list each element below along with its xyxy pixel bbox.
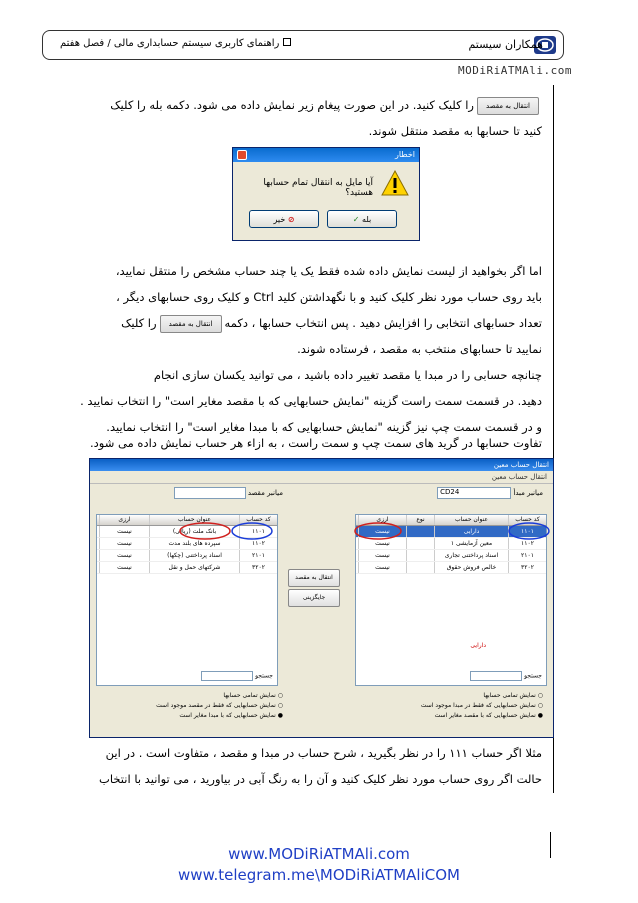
window-title: انتقال حساب معین — [90, 459, 553, 471]
para2-line4: نمایید تا حسابهای منتخب به مقصد ، فرستاده شوند. — [297, 342, 542, 356]
cell: شرکتهای حمل و نقل — [149, 562, 239, 573]
search-label: جستجو — [524, 672, 542, 680]
cell: ۳۲۰۲ — [508, 562, 546, 573]
para3-line2: حالت اگر روی حساب مورد نظر کلیک کنید و آن را به رنگ آبی در بیاورید ، می توانید با انتخاب — [99, 772, 542, 786]
footer-telegram[interactable]: www.telegram.me\MODiRiATMAliCOM — [178, 866, 460, 884]
radio-option[interactable]: ○ نمایش تمامی حسابها — [223, 692, 283, 699]
company-name: همکاران سیستم — [468, 38, 543, 51]
cell: معین آزمایشی ۱ — [434, 538, 508, 549]
table-row[interactable] — [356, 550, 546, 562]
cell: نیست — [99, 526, 149, 537]
no-label: خیر — [273, 215, 286, 224]
col-currency: ارزی — [358, 515, 406, 525]
warning-dialog — [232, 147, 420, 241]
highlight-ellipse — [178, 521, 232, 541]
cell: نیست — [358, 526, 406, 537]
target-search — [201, 671, 273, 681]
cell: بانک ملت (ریالی) — [149, 526, 239, 537]
col-type: نوع — [406, 515, 434, 525]
search-label: جستجو — [255, 672, 273, 680]
radio-option[interactable]: ● نمایش حسابهایی که با مقصد مغایر است — [434, 712, 543, 719]
cell: ۲۱۰۱ — [508, 550, 546, 561]
cell: نیست — [99, 550, 149, 561]
radio-label: نمایش حسابهایی که فقط در مبدا موجود است — [420, 702, 536, 709]
cell — [406, 550, 434, 561]
cell — [406, 538, 434, 549]
yes-button[interactable] — [327, 210, 397, 228]
cell: ۳۲۰۲ — [239, 562, 277, 573]
source-input[interactable]: CD24 — [437, 487, 511, 499]
para2-line7: و در قسمت سمت چپ نیز گزینه "نمایش حسابهایی که با مبدا مغایر است" را انتخاب نمایید. — [106, 420, 542, 434]
search-input[interactable] — [470, 671, 522, 681]
para3-line1: مثلا اگر حساب ۱۱۱ را در نظر بگیرید ، شرح حساب در مبدا و مقصد ، متفاوت است . در این — [105, 746, 542, 760]
cell: اسناد پرداختنی تجاری — [434, 550, 508, 561]
cell: اسناد پرداختنی (چکها) — [149, 550, 239, 561]
source-label: میانبر مبدأ — [513, 489, 543, 497]
para2-line6: دهید. در قسمت سمت راست گزینه "نمایش حسابهایی که با مقصد مغایر است" را انتخاب نمایید . — [80, 394, 542, 408]
target-shortcut — [174, 487, 283, 499]
cell: ۲۱۰۱ — [239, 550, 277, 561]
para1-line1 — [72, 92, 542, 118]
col-code: کد حساب — [508, 515, 546, 525]
transfer-button-inline — [477, 97, 539, 115]
cell — [406, 562, 434, 573]
table-row[interactable] — [356, 562, 546, 574]
guide-title — [60, 38, 291, 49]
source-radio-group — [421, 691, 543, 721]
transfer-button-label: انتقال به مقصد — [486, 101, 530, 110]
para1-line1-text: را کلیک کنید. در این صورت پیغام زیر نمایش داده می شود. دکمه بله را کلیک — [110, 98, 474, 112]
no-button[interactable] — [249, 210, 319, 228]
cell: نیست — [99, 562, 149, 573]
target-input[interactable] — [174, 487, 246, 499]
para2-line5: چنانچه حسابی را در مبدا یا مقصد تغییر داده باشید ، می توانید یکسان سازی انجام — [153, 368, 542, 382]
col-title: عنوان حساب — [434, 515, 508, 525]
radio-label: نمایش حسابهایی که فقط در مقصد موجود است — [156, 702, 276, 709]
radio-option[interactable]: ● نمایش حسابهایی که با مبدا مغایر است — [179, 712, 283, 719]
yes-label: بله — [362, 215, 372, 224]
highlight-ellipse — [230, 521, 274, 541]
site-url: MODiRiATMAli.com — [458, 64, 572, 77]
transfer-btn-label: انتقال به مقصد — [295, 574, 333, 581]
para2-line8: تفاوت حسابها در گرید های سمت چپ و سمت راست ، به ازاء هر حساب نمایش داده می شود. — [90, 436, 542, 450]
transfer-button-label-2: انتقال به مقصد — [168, 319, 213, 328]
warning-icon — [381, 170, 409, 200]
cell: نیست — [358, 550, 406, 561]
radio-option[interactable]: ○ نمایش حسابهایی که فقط در مقصد موجود است — [156, 702, 283, 709]
table-row[interactable] — [97, 562, 277, 574]
check-icon: ✓ — [352, 215, 360, 224]
source-status: دارایی — [470, 642, 486, 649]
replace-button[interactable] — [288, 589, 340, 607]
cell: نیست — [99, 538, 149, 549]
source-shortcut — [437, 487, 543, 499]
para2-line1: اما اگر بخواهید از لیست نمایش داده شده فقط یک یا چند حساب مشخص را منتقل نمایید، — [115, 264, 542, 278]
radio-label: نمایش تمامی حسابها — [223, 692, 276, 699]
bullet-icon — [283, 38, 291, 46]
para1-line2: کنید تا حسابها به مقصد منتقل شوند. — [368, 124, 542, 138]
footer-url[interactable]: www.MODiRiATMAli.com — [228, 845, 410, 863]
search-input[interactable] — [201, 671, 253, 681]
radio-option[interactable]: ○ نمایش حسابهایی که فقط در مبدا موجود است — [420, 702, 543, 709]
transfer-window — [89, 458, 554, 738]
cell — [406, 526, 434, 537]
cell: ۱۱۰۲ — [239, 538, 277, 549]
guide-title-text: راهنمای کاربری سیستم حسابداری مالی / فصل هفتم — [60, 38, 280, 49]
cell: خالص فروش حقوق — [434, 562, 508, 573]
window-subtitle: انتقال حساب معین — [90, 471, 553, 484]
target-radio-group — [156, 691, 283, 721]
close-icon[interactable] — [237, 150, 247, 160]
cell: سپرده های بلند مدت — [149, 538, 239, 549]
cell: نیست — [358, 562, 406, 573]
radio-option[interactable]: ○ نمایش تمامی حسابها — [483, 692, 543, 699]
radio-label: نمایش حسابهایی که با مقصد مغایر است — [434, 712, 536, 719]
table-row[interactable] — [97, 550, 277, 562]
highlight-ellipse — [353, 521, 403, 541]
transfer-button-inline-2 — [160, 315, 222, 333]
col-currency: ارزی — [99, 515, 149, 525]
cell: ۱۱۰۱ — [508, 526, 546, 537]
cell: ۱۱۰۲ — [508, 538, 546, 549]
replace-btn-label: جایگزینی — [302, 594, 326, 601]
cell: ۱۱۰۱ — [239, 526, 277, 537]
cell: دارایی — [434, 526, 508, 537]
para2-line3-text: تعداد حسابهای انتخابی را افزایش دهید . پس انتخاب حسابها ، دکمه — [224, 316, 542, 330]
dialog-title: اخطار — [233, 148, 419, 162]
highlight-ellipse — [507, 521, 551, 541]
para2-line2: باید روی حساب مورد نظر کلیک کنید و با نگهداشتن کلید Ctrl و کلیک روی حسابهای دیگر ، — [116, 290, 542, 304]
para2-line3-tail: را کلیک — [121, 316, 157, 330]
radio-label: نمایش تمامی حسابها — [483, 692, 536, 699]
forbid-icon: ⊘ — [287, 215, 295, 224]
dialog-message: آیا مایل به انتقال تمام حسابها هستید؟ — [263, 178, 373, 198]
transfer-to-target-button[interactable] — [288, 569, 340, 587]
cell: نیست — [358, 538, 406, 549]
col-code: کد حساب — [239, 515, 277, 525]
target-label: میانبر مقصد — [247, 489, 283, 497]
col-title: عنوان حساب — [149, 515, 239, 525]
para2-line3 — [72, 310, 542, 336]
radio-label: نمایش حسابهایی که با مبدا مغایر است — [179, 712, 276, 719]
source-search — [470, 671, 542, 681]
